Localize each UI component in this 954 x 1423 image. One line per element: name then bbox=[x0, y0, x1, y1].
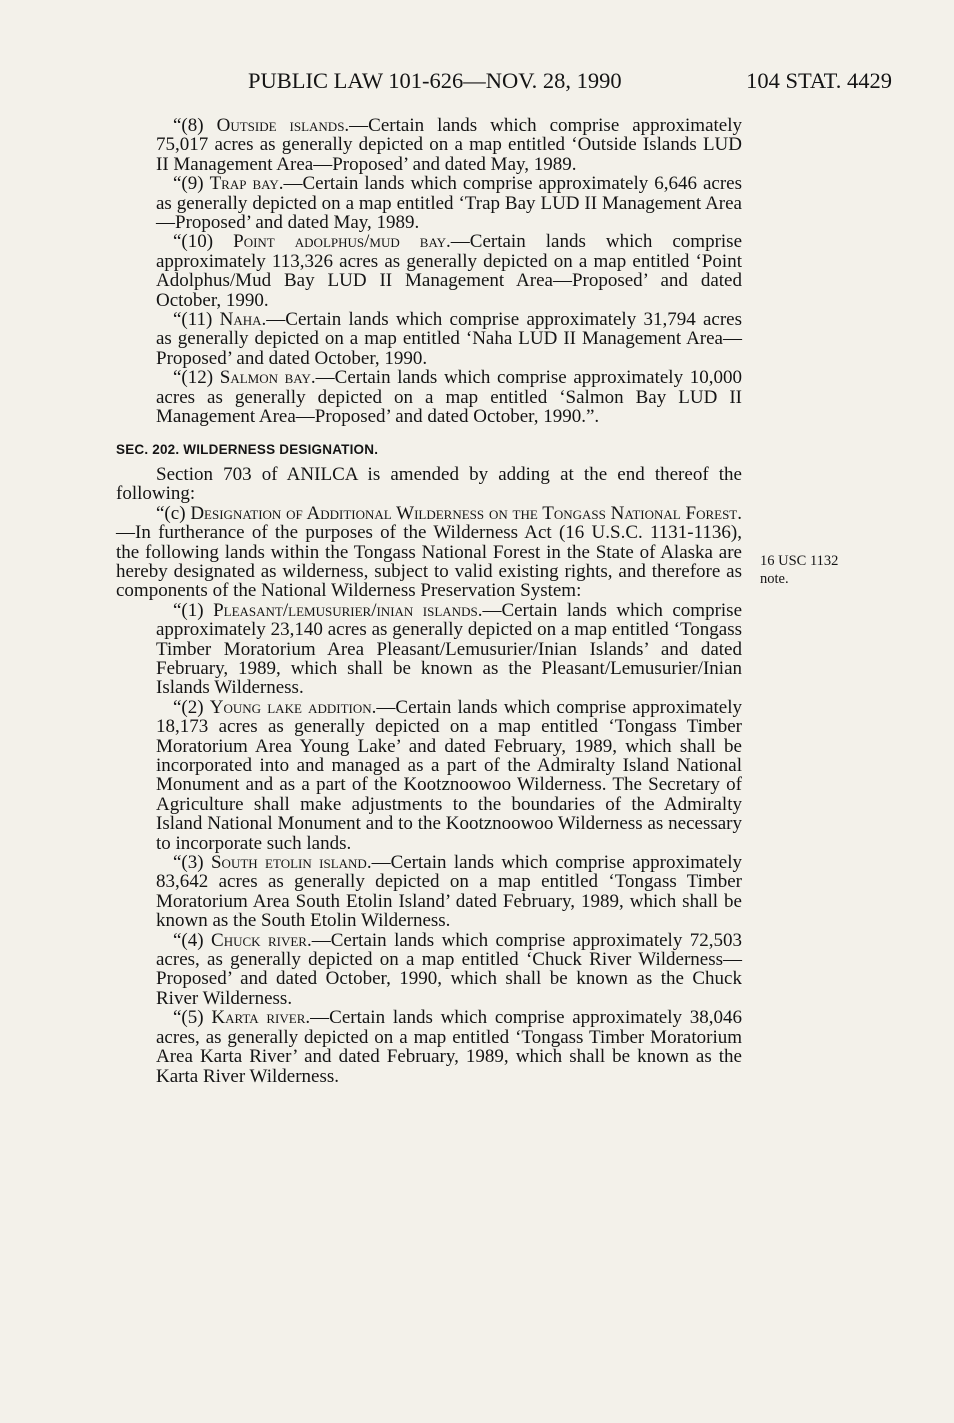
header-stat-page: 104 STAT. 4429 bbox=[746, 68, 892, 93]
item-4: “(4) Chuck river.—Certain lands which comprise approximately 72,503 acres, as generally depicted on a map entitled ‘Chuck River Wilderness—Proposed’ and dated October, 1990, which shall be known as the Chuck River Wilderness. bbox=[156, 929, 742, 1009]
section-heading: SEC. 202. WILDERNESS DESIGNATION. bbox=[116, 441, 379, 457]
page-body bbox=[116, 115, 742, 1087]
header-citation: PUBLIC LAW 101-626—NOV. 28, 1990 bbox=[248, 68, 622, 93]
item-1: “(1) Pleasant/lemusurier/inian islands.—Certain lands which comprise approximately 23,140 acres as generally depicted on a map entitled ‘Tongass Timber Moratorium Area Pleasant/Lemusurier/Inian Islands’ and dated February, 1989, which shall be known as the Pleasant/Lemusurier/Inian Islands Wilderness. bbox=[156, 599, 742, 699]
item-5: “(5) Karta river.—Certain lands which comprise approximately 38,046 acres, as generally depicted on a map entitled ‘Tongass Timber Moratorium Area Karta River’ and dated February, 1989, which shall be known as the Karta River Wilderness. bbox=[156, 1007, 742, 1087]
item-3: “(3) South etolin island.—Certain lands which comprise approximately 83,642 acres as generally depicted on a map entitled ‘Tongass Timber Moratorium Area South Etolin Island’ dated February, 1989, which shall be known as the South Etolin Wilderness. bbox=[156, 852, 742, 932]
section-intro: Section 703 of ANILCA is amended by adding at the end thereof the following: bbox=[116, 463, 742, 505]
paragraph-8: “(8) Outside islands.—Certain lands which comprise approximately 75,017 acres as generally depicted on a map entitled ‘Outside Islands LUD II Management Area—Proposed’ and dated May, 1989. bbox=[156, 115, 742, 175]
item-2: “(2) Young lake addition.—Certain lands which comprise approximately 18,173 acres as generally depicted on a map entitled ‘Tongass Timber Moratorium Area Young Lake’ and dated February, 1989, which shall be incorporated into and managed as a part of the Admiralty Island National Monument and as a part of the Kootznoowoo Wilderness. The Secretary of Agriculture shall make adjustments to the boundaries of the Admiralty Island National Monument and to the Kootznoowoo Wilderness as necessary to incorporate such lands. bbox=[156, 696, 742, 854]
subsection-c: “(c) Designation of Additional Wilderness on the Tongass National Forest.—In furtherance of the purposes of the Wilderness Act (16 U.S.C. 1131-1136), the following lands within the Tongass National Forest in the State of Alaska are hereby designated as wilderness, subject to valid existing rights, and therefore as components of the National Wilderness Preservation System: bbox=[116, 502, 742, 602]
paragraph-9: “(9) Trap bay.—Certain lands which comprise approximately 6,646 acres as generally depicted on a map entitled ‘Trap Bay LUD II Management Area—Proposed’ and dated May, 1989. bbox=[156, 173, 742, 234]
paragraph-11: “(11) Naha.—Certain lands which comprise approximately 31,794 acres as generally depicted on a map entitled ‘Naha LUD II Management Area—Proposed’ and dated October, 1990. bbox=[156, 309, 742, 369]
paragraph-10: “(10) Point adolphus/mud bay.—Certain lands which comprise approximately 113,326 acres as generally depicted on a map entitled ‘Point Adolphus/Mud Bay LUD II Management Area—Proposed’ and dated October, 1990. bbox=[156, 231, 742, 311]
margin-note: 16 USC 1132 note. bbox=[760, 553, 839, 587]
paragraph-12: “(12) Salmon bay.—Certain lands which comprise approximately 10,000 acres as generally depicted on a map entitled ‘Salmon Bay LUD II Management Area—Proposed’ and dated October, 1990.”. bbox=[156, 367, 742, 428]
